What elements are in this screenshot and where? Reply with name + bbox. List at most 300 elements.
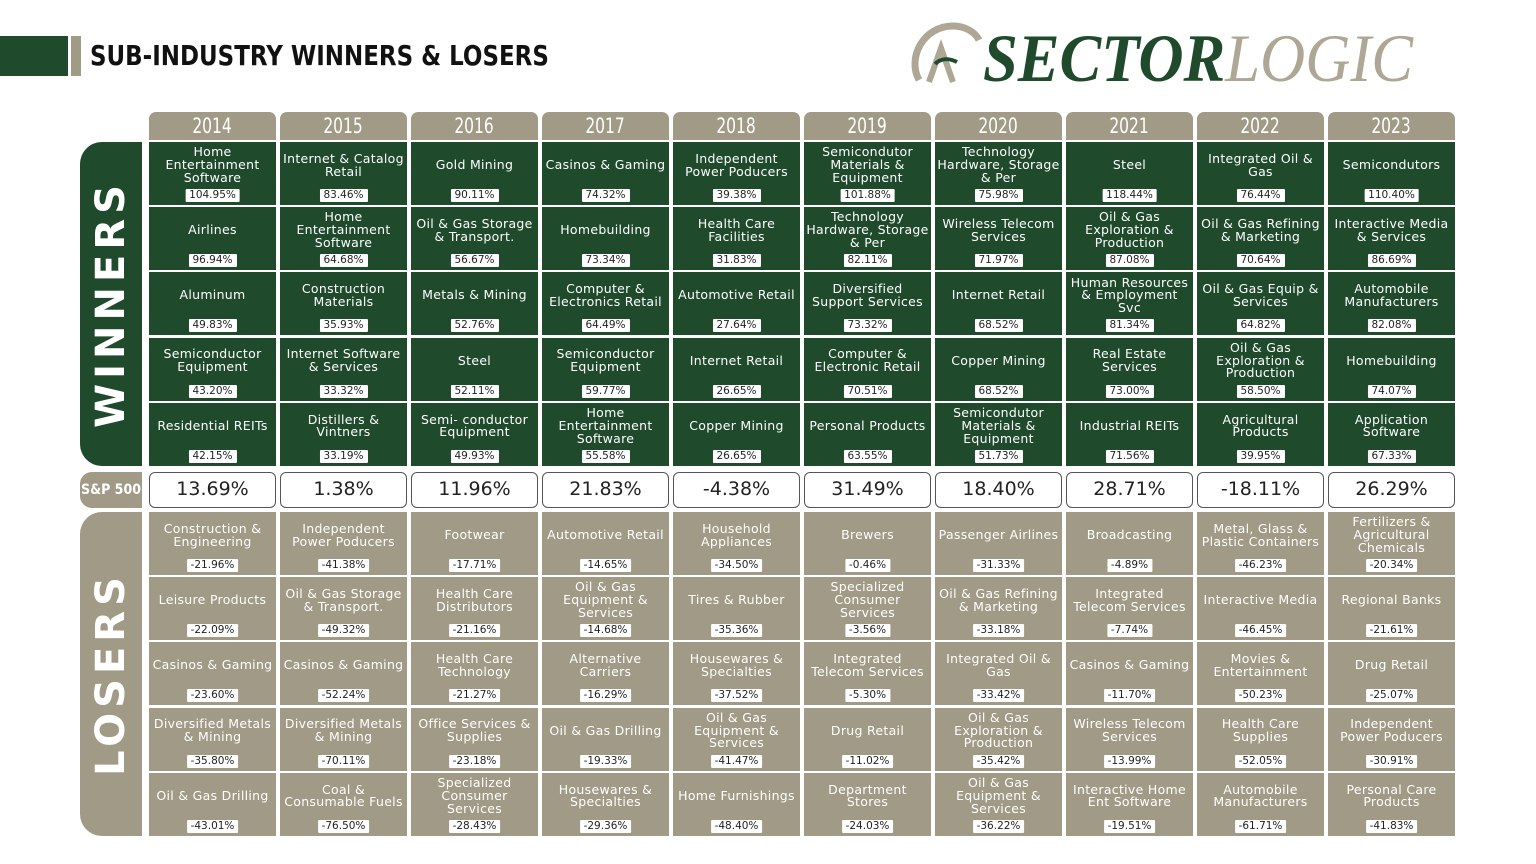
- return-value: 64.82%: [1236, 319, 1284, 332]
- sub-industry-name: Health Care Technology: [435, 651, 514, 679]
- winner-cell: [411, 338, 538, 401]
- sub-industry-name: Casinos & Gaming: [545, 157, 666, 173]
- loser-cell: [935, 773, 1062, 836]
- sub-industry-name: Oil & Gas Refining & Marketing: [1201, 215, 1320, 244]
- sub-industry-name: Regional Banks: [1341, 592, 1442, 608]
- loser-cell: [280, 642, 407, 705]
- sub-industry-name: Diversified Metals & Mining: [153, 716, 272, 745]
- year-label: 2016: [454, 114, 495, 138]
- loser-cell: [804, 642, 931, 705]
- sub-industry-name: Fertilizers & Agricultural Chemicals: [1352, 514, 1431, 555]
- sub-industry-name: Home Entertainment Software: [165, 144, 260, 185]
- page-title: SUB-INDUSTRY WINNERS & LOSERS: [90, 39, 549, 72]
- return-value: 81.34%: [1105, 319, 1153, 332]
- return-value: 74.32%: [581, 189, 629, 202]
- sub-industry-name: Casinos & Gaming: [283, 657, 404, 673]
- winner-cell: [673, 338, 800, 401]
- year-header: [673, 112, 800, 140]
- sub-industry-name: Health Care Supplies: [1221, 716, 1300, 745]
- winner-cell: [1197, 403, 1324, 466]
- header-accent: [71, 36, 81, 76]
- return-value: 68.52%: [974, 385, 1022, 398]
- return-value: -3.56%: [845, 624, 890, 637]
- logo-sector-text: SECTOR: [983, 20, 1226, 96]
- sub-industry-name: Computer & Electronic Retail: [814, 346, 921, 375]
- winner-cell: [149, 142, 276, 205]
- loser-cell: [411, 708, 538, 771]
- return-value: 70.51%: [843, 385, 891, 398]
- return-value: -5.30%: [845, 689, 890, 702]
- return-value: 104.95%: [185, 189, 240, 202]
- loser-cell: [1197, 708, 1324, 771]
- sub-industry-name: Oil & Gas Equipment & Services: [956, 775, 1041, 816]
- sub-industry-name: Interactive Home Ent Software: [1072, 781, 1187, 810]
- winner-cell: [411, 403, 538, 466]
- return-value: -41.47%: [711, 755, 763, 768]
- return-value: 51.73%: [974, 450, 1022, 463]
- sub-industry-name: Drug Retail: [1354, 657, 1429, 673]
- loser-cell: [411, 577, 538, 640]
- loser-cell: [1197, 773, 1324, 836]
- loser-cell: [1328, 642, 1455, 705]
- return-value: -17.71%: [449, 559, 501, 572]
- return-value: -70.11%: [318, 755, 370, 768]
- sub-industry-name: Oil & Gas Equip & Services: [1202, 281, 1319, 309]
- return-value: 49.83%: [188, 319, 236, 332]
- return-value: -35.42%: [973, 755, 1025, 768]
- sub-industry-name: Housewares & Specialties: [558, 781, 653, 810]
- return-value: 67.33%: [1367, 450, 1415, 463]
- return-value: -14.65%: [580, 559, 632, 572]
- sub-industry-name: Oil & Gas Equipment & Services: [563, 579, 648, 621]
- winners-label: WINNERS: [88, 180, 134, 428]
- losers-label: LOSERS: [88, 572, 134, 776]
- return-value: -11.70%: [1104, 689, 1156, 702]
- sub-industry-name: Independent Power Poducers: [685, 150, 788, 179]
- sub-industry-name: Homebuilding: [1346, 352, 1437, 368]
- sub-industry-name: Real Estate Services: [1092, 346, 1167, 375]
- sub-industry-name: Metals & Mining: [422, 287, 527, 303]
- sub-industry-name: Oil & Gas Equipment & Services: [694, 709, 779, 751]
- return-value: 110.40%: [1364, 189, 1419, 202]
- loser-cell: [280, 577, 407, 640]
- return-value: -24.03%: [842, 820, 894, 833]
- return-value: -21.96%: [187, 559, 239, 572]
- loser-cell: [804, 708, 931, 771]
- return-value: -23.60%: [187, 689, 239, 702]
- return-value: 96.94%: [188, 254, 236, 267]
- sub-industry-name: Personal Care Products: [1346, 781, 1437, 810]
- return-value: -0.46%: [845, 559, 890, 572]
- loser-cell: [673, 773, 800, 836]
- return-value: 68.52%: [974, 319, 1022, 332]
- return-value: -30.91%: [1366, 755, 1418, 768]
- sub-industry-name: Independent Power Poducers: [1340, 716, 1443, 745]
- sub-industry-name: Casinos & Gaming: [152, 657, 273, 673]
- logo-logic-text: LOGIC: [1225, 20, 1413, 96]
- return-value: -29.36%: [580, 820, 632, 833]
- sub-industry-name: Footwear: [444, 527, 505, 543]
- sub-industry-name: Wireless Telecom Services: [1073, 716, 1186, 745]
- loser-cell: [1066, 708, 1193, 771]
- return-value: 70.64%: [1236, 254, 1284, 267]
- loser-cell: [935, 577, 1062, 640]
- sub-industry-name: Broadcasting: [1086, 527, 1173, 543]
- return-value: -7.74%: [1107, 624, 1152, 637]
- return-value: 43.20%: [188, 385, 236, 398]
- return-value: -36.22%: [973, 820, 1025, 833]
- return-value: 59.77%: [581, 385, 629, 398]
- loser-cell: [804, 577, 931, 640]
- sub-industry-name: Airlines: [188, 222, 237, 238]
- loser-cell: [280, 773, 407, 836]
- sub-industry-name: Semicondutor Materials & Equipment: [822, 144, 913, 185]
- loser-cell: [542, 642, 669, 705]
- return-value: 31.83%: [712, 254, 760, 267]
- loser-cell: [935, 512, 1062, 575]
- logo-wordmark: [983, 22, 1413, 94]
- winner-cell: [1328, 207, 1455, 270]
- sub-industry-name: Integrated Telecom Services: [811, 651, 924, 679]
- return-value: 101.88%: [840, 189, 895, 202]
- sub-industry-name: Copper Mining: [951, 352, 1046, 368]
- sub-industry-name: Industrial REITs: [1079, 417, 1180, 433]
- loser-cell: [804, 512, 931, 575]
- sub-industry-name: Independent Power Poducers: [292, 520, 395, 549]
- sp500-value: -4.38%: [673, 472, 800, 508]
- sub-industry-name: Housewares & Specialties: [689, 651, 784, 679]
- winner-cell: [1328, 142, 1455, 205]
- loser-cell: [1066, 642, 1193, 705]
- loser-cell: [1066, 577, 1193, 640]
- winner-cell: [411, 142, 538, 205]
- return-value: 63.55%: [843, 450, 891, 463]
- year-label: 2014: [192, 114, 233, 138]
- winner-cell: [673, 207, 800, 270]
- sub-industry-name: Semiconductor Equipment: [556, 346, 655, 375]
- loser-cell: [280, 708, 407, 771]
- sub-industry-name: Semicondutor Materials & Equipment: [953, 405, 1044, 446]
- sub-industry-name: Specialized Consumer Services: [437, 775, 512, 816]
- sub-industry-name: Oil & Gas Exploration & Production: [954, 709, 1043, 751]
- loser-cell: [542, 708, 669, 771]
- year-header: [411, 112, 538, 140]
- loser-cell: [1328, 773, 1455, 836]
- sp500-value: 18.40%: [935, 472, 1062, 508]
- return-value: 52.76%: [450, 319, 498, 332]
- loser-cell: [935, 708, 1062, 771]
- sub-industry-name: Copper Mining: [689, 417, 784, 433]
- return-value: 52.11%: [450, 385, 498, 398]
- return-value: 56.67%: [450, 254, 498, 267]
- sp500-value: -18.11%: [1197, 472, 1324, 508]
- sub-industry-name: Diversified Support Services: [812, 281, 923, 309]
- sub-industry-name: Movies & Entertainment: [1213, 651, 1308, 679]
- sub-industry-name: Health Care Facilities: [697, 215, 776, 244]
- return-value: -52.24%: [318, 689, 370, 702]
- return-value: -61.71%: [1235, 820, 1287, 833]
- winner-cell: [804, 272, 931, 335]
- loser-cell: [673, 708, 800, 771]
- return-value: -34.50%: [711, 559, 763, 572]
- winner-cell: [411, 272, 538, 335]
- sub-industry-name: Passenger Airlines: [938, 527, 1059, 543]
- return-value: -33.18%: [973, 624, 1025, 637]
- sub-industry-name: Construction Materials: [301, 281, 386, 309]
- sub-industry-name: Specialized Consumer Services: [830, 579, 905, 621]
- sub-industry-name: Diversified Metals & Mining: [284, 716, 403, 745]
- return-value: -14.68%: [580, 624, 632, 637]
- return-value: 27.64%: [712, 319, 760, 332]
- sub-industry-name: Residential REITs: [157, 417, 268, 433]
- return-value: -21.61%: [1366, 624, 1418, 637]
- sub-industry-name: Tires & Rubber: [688, 592, 785, 608]
- sub-industry-name: Oil & Gas Exploration & Production: [1085, 209, 1174, 251]
- sub-industry-name: Gold Mining: [435, 157, 514, 173]
- sub-industry-name: Technology Hardware, Storage & Per: [806, 209, 929, 251]
- sub-industry-name: Department Stores: [828, 781, 907, 810]
- return-value: -16.29%: [580, 689, 632, 702]
- year-label: 2017: [585, 114, 626, 138]
- return-value: 76.44%: [1236, 189, 1284, 202]
- sp500-value: 26.29%: [1328, 472, 1455, 508]
- return-value: -19.51%: [1104, 820, 1156, 833]
- loser-cell: [804, 773, 931, 836]
- loser-cell: [411, 642, 538, 705]
- return-value: 83.46%: [319, 189, 367, 202]
- winner-cell: [1066, 207, 1193, 270]
- return-value: 39.95%: [1236, 450, 1284, 463]
- return-value: 35.93%: [319, 319, 367, 332]
- return-value: 71.56%: [1105, 450, 1153, 463]
- winner-cell: [1066, 338, 1193, 401]
- winner-cell: [1197, 272, 1324, 335]
- sub-industry-name: Internet Retail: [689, 352, 784, 368]
- header-bar: [0, 36, 68, 76]
- return-value: -41.83%: [1366, 820, 1418, 833]
- sub-industry-name: Automobile Manufacturers: [1344, 281, 1439, 309]
- return-value: 73.32%: [843, 319, 891, 332]
- return-value: -23.18%: [449, 755, 501, 768]
- loser-cell: [1328, 708, 1455, 771]
- loser-cell: [149, 642, 276, 705]
- sectorlogic-logo: [905, 18, 1445, 98]
- loser-cell: [673, 512, 800, 575]
- winner-cell: [1197, 207, 1324, 270]
- loser-cell: [935, 642, 1062, 705]
- sub-industry-name: Home Furnishings: [678, 787, 795, 803]
- year-header: [542, 112, 669, 140]
- loser-cell: [1197, 642, 1324, 705]
- winner-cell: [935, 142, 1062, 205]
- year-label: 2022: [1240, 114, 1281, 138]
- sub-industry-name: Integrated Telecom Services: [1073, 585, 1186, 614]
- sub-industry-name: Homebuilding: [560, 222, 651, 238]
- sp500-value: 13.69%: [149, 472, 276, 508]
- winner-cell: [804, 142, 931, 205]
- sub-industry-name: Home Entertainment Software: [296, 209, 391, 251]
- year-label: 2021: [1109, 114, 1150, 138]
- year-header: [280, 112, 407, 140]
- sub-industry-name: Automotive Retail: [547, 527, 664, 543]
- winner-cell: [804, 403, 931, 466]
- return-value: 82.11%: [843, 254, 891, 267]
- sub-industry-name: Interactive Media & Services: [1334, 215, 1449, 244]
- loser-cell: [673, 577, 800, 640]
- winners-side-label: [80, 142, 142, 466]
- return-value: 26.65%: [712, 450, 760, 463]
- return-value: -52.05%: [1235, 755, 1287, 768]
- return-value: -25.07%: [1366, 689, 1418, 702]
- sub-industry-name: Semicondutors: [1342, 157, 1441, 173]
- return-value: -13.99%: [1104, 755, 1156, 768]
- year-label: 2019: [847, 114, 888, 138]
- return-value: 71.97%: [974, 254, 1022, 267]
- year-header: [804, 112, 931, 140]
- sub-industry-name: Household Appliances: [700, 520, 773, 549]
- year-header: [1197, 112, 1324, 140]
- winner-cell: [280, 338, 407, 401]
- return-value: 64.68%: [319, 254, 367, 267]
- return-value: -21.16%: [449, 624, 501, 637]
- winner-cell: [1197, 142, 1324, 205]
- loser-cell: [280, 512, 407, 575]
- loser-cell: [1328, 577, 1455, 640]
- winner-cell: [1066, 403, 1193, 466]
- year-label: 2015: [323, 114, 364, 138]
- return-value: 90.11%: [450, 189, 498, 202]
- return-value: -37.52%: [711, 689, 763, 702]
- sub-industry-name: Steel: [457, 352, 492, 368]
- loser-cell: [542, 512, 669, 575]
- return-value: -76.50%: [318, 820, 370, 833]
- loser-cell: [149, 577, 276, 640]
- winner-cell: [673, 403, 800, 466]
- winner-cell: [804, 207, 931, 270]
- sub-industry-name: Automotive Retail: [678, 287, 795, 303]
- sub-industry-name: Agricultural Products: [1222, 411, 1299, 440]
- return-value: -41.38%: [318, 559, 370, 572]
- sub-industry-name: Integrated Oil & Gas: [946, 651, 1051, 679]
- year-header: [935, 112, 1062, 140]
- winner-cell: [149, 207, 276, 270]
- loser-cell: [149, 708, 276, 771]
- winner-cell: [673, 272, 800, 335]
- winner-cell: [411, 207, 538, 270]
- sp500-value: 21.83%: [542, 472, 669, 508]
- return-value: 86.69%: [1367, 254, 1415, 267]
- winner-cell: [1066, 142, 1193, 205]
- sectorlogic-arc-logo-icon: [905, 18, 985, 98]
- losers-side-label: [80, 512, 142, 836]
- return-value: 55.58%: [581, 450, 629, 463]
- return-value: 49.93%: [450, 450, 498, 463]
- loser-cell: [1197, 577, 1324, 640]
- sub-industry-name: Oil & Gas Drilling: [549, 722, 662, 738]
- sub-industry-name: Semi- conductor Equipment: [420, 411, 529, 440]
- return-value: 26.65%: [712, 385, 760, 398]
- winner-cell: [280, 207, 407, 270]
- loser-cell: [149, 512, 276, 575]
- sub-industry-name: Interactive Media: [1203, 592, 1318, 608]
- return-value: 39.38%: [712, 189, 760, 202]
- return-value: 73.00%: [1105, 385, 1153, 398]
- winner-cell: [149, 272, 276, 335]
- winner-cell: [1328, 338, 1455, 401]
- sub-industry-name: Oil & Gas Drilling: [156, 787, 269, 803]
- year-label: 2018: [716, 114, 757, 138]
- winner-cell: [149, 338, 276, 401]
- return-value: -49.32%: [318, 624, 370, 637]
- return-value: 75.98%: [974, 189, 1022, 202]
- sub-industry-name: Computer & Electronics Retail: [549, 281, 662, 309]
- year-header: [1066, 112, 1193, 140]
- sub-industry-name: Metal, Glass & Plastic Containers: [1201, 520, 1320, 549]
- sub-industry-name: Construction & Engineering: [163, 520, 262, 549]
- sub-industry-name: Brewers: [841, 527, 894, 543]
- return-value: -11.02%: [842, 755, 894, 768]
- winner-cell: [1328, 403, 1455, 466]
- sub-industry-name: Leisure Products: [158, 592, 267, 608]
- return-value: 64.49%: [581, 319, 629, 332]
- return-value: 42.15%: [188, 450, 236, 463]
- return-value: -19.33%: [580, 755, 632, 768]
- sub-industry-name: Alternative Carriers: [569, 651, 642, 679]
- winner-cell: [280, 272, 407, 335]
- winner-cell: [935, 403, 1062, 466]
- loser-cell: [1197, 512, 1324, 575]
- return-value: -46.45%: [1235, 624, 1287, 637]
- sub-industry-name: Personal Products: [809, 417, 926, 433]
- return-value: -31.33%: [973, 559, 1025, 572]
- sub-industry-name: Casinos & Gaming: [1069, 657, 1190, 673]
- year-header: [1328, 112, 1455, 140]
- sub-industry-name: Internet Retail: [951, 287, 1046, 303]
- return-value: -33.42%: [973, 689, 1025, 702]
- return-value: 58.50%: [1236, 385, 1284, 398]
- sub-industry-name: Internet Software & Services: [286, 346, 401, 375]
- return-value: 87.08%: [1105, 254, 1153, 267]
- winner-cell: [280, 403, 407, 466]
- winner-cell: [542, 142, 669, 205]
- sub-industry-name: Technology Hardware, Storage & Per: [937, 144, 1060, 185]
- winner-cell: [1066, 272, 1193, 335]
- return-value: -22.09%: [187, 624, 239, 637]
- sub-industry-name: Wireless Telecom Services: [942, 215, 1055, 244]
- sub-industry-name: Human Resources & Employment Svc: [1070, 274, 1189, 316]
- sp500-value: 31.49%: [804, 472, 931, 508]
- return-value: 33.19%: [319, 450, 367, 463]
- sub-industry-name: Internet & Catalog Retail: [283, 150, 404, 179]
- winner-cell: [935, 338, 1062, 401]
- winner-cell: [542, 403, 669, 466]
- sub-industry-name: Automobile Manufacturers: [1213, 781, 1308, 810]
- loser-cell: [1066, 512, 1193, 575]
- return-value: -28.43%: [449, 820, 501, 833]
- return-value: -20.34%: [1366, 559, 1418, 572]
- return-value: -43.01%: [187, 820, 239, 833]
- loser-cell: [542, 773, 669, 836]
- winner-cell: [542, 272, 669, 335]
- sub-industry-name: Drug Retail: [830, 722, 905, 738]
- winner-cell: [673, 142, 800, 205]
- winner-cell: [935, 272, 1062, 335]
- return-value: -4.89%: [1107, 559, 1152, 572]
- sub-industry-name: Aluminum: [179, 287, 246, 303]
- winner-cell: [935, 207, 1062, 270]
- return-value: -35.80%: [187, 755, 239, 768]
- sp500-value: 1.38%: [280, 472, 407, 508]
